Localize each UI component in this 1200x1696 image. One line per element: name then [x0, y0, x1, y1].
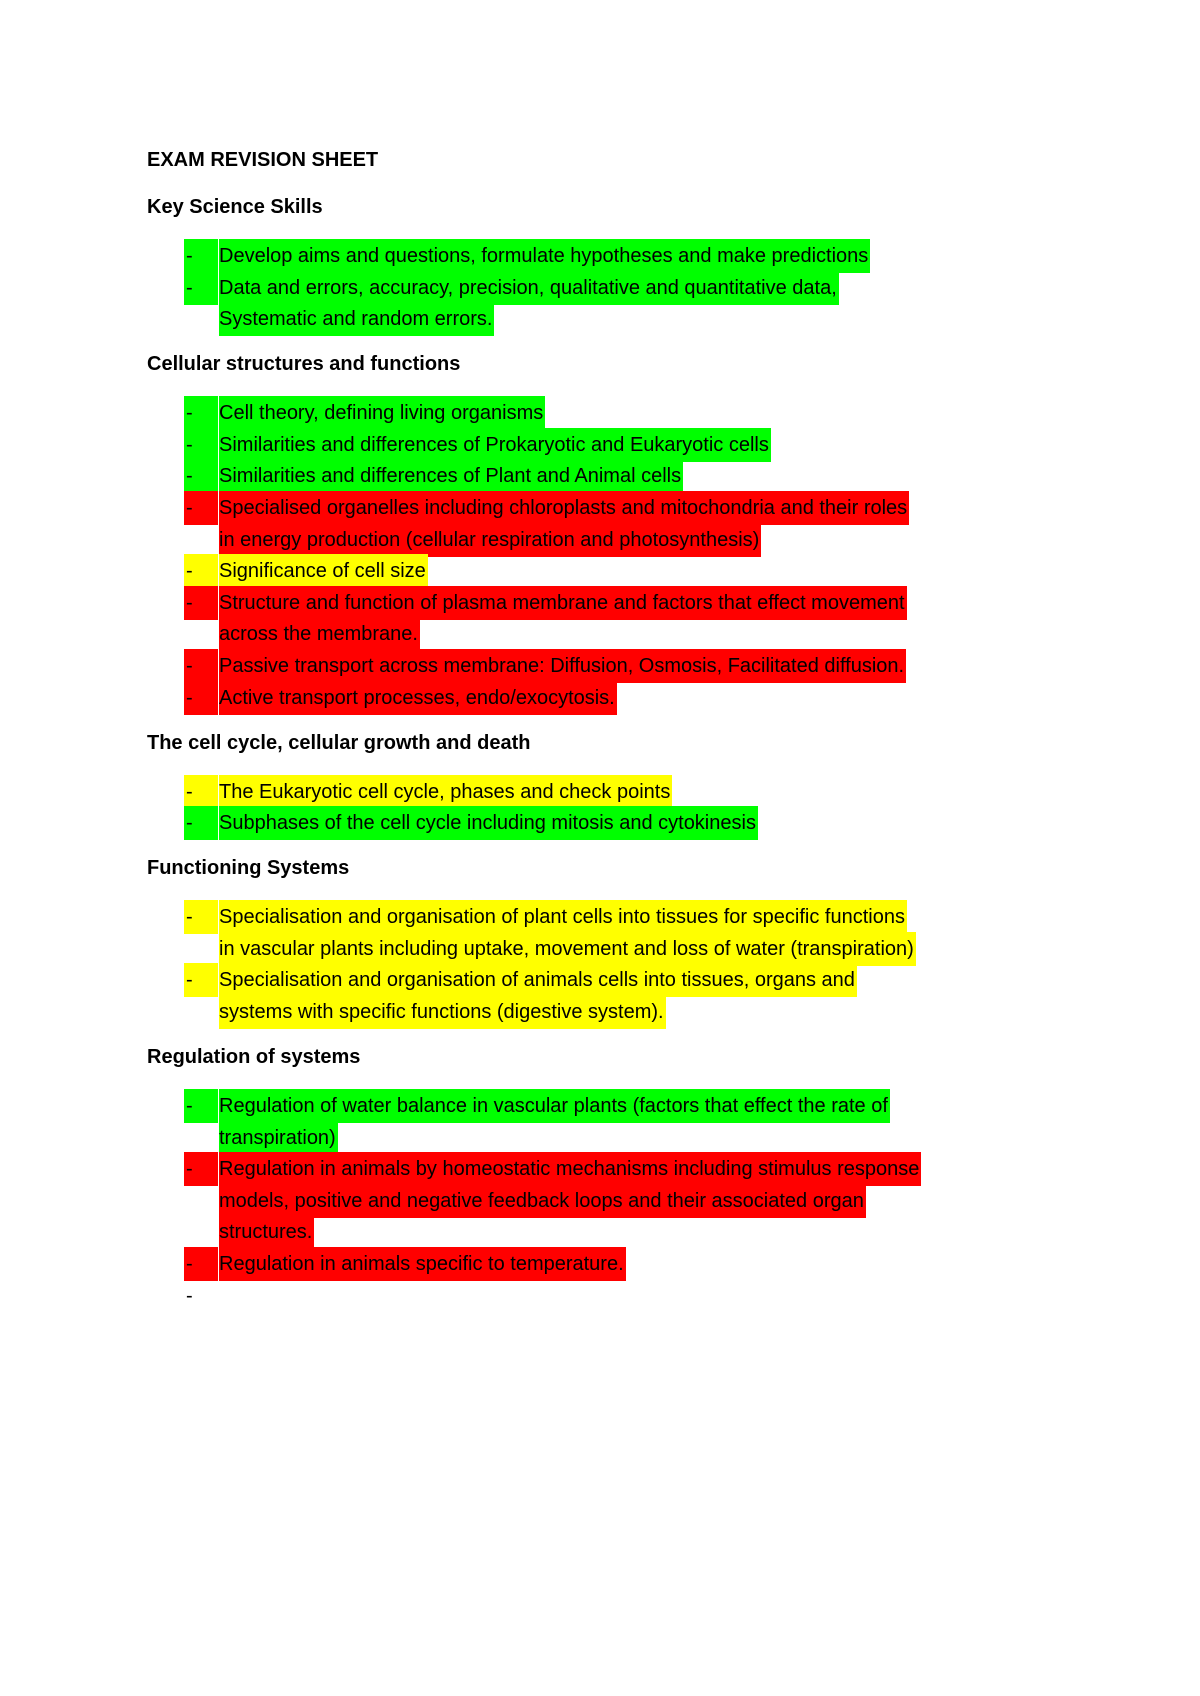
list-item-text: Similarities and differences of Prokaryotic and Eukaryotic cells — [219, 428, 771, 462]
bullet-dash: - — [184, 239, 218, 273]
section-heading: Functioning Systems — [147, 857, 350, 880]
list-item-text: Passive transport across membrane: Diffusion, Osmosis, Facilitated diffusion. — [219, 649, 906, 683]
list-item-text: in vascular plants including uptake, movement and loss of water (transpiration) — [219, 932, 916, 966]
list-item-text: transpiration) — [219, 1121, 338, 1155]
section-heading: Cellular structures and functions — [147, 353, 461, 376]
bullet-dash: - — [184, 459, 218, 493]
bullet-dash: - — [184, 900, 218, 934]
list-item-text: systems with specific functions (digestive system). — [219, 995, 666, 1029]
bullet-dash: - — [184, 649, 218, 683]
bullet-dash: - — [184, 963, 218, 997]
bullet-dash: - — [184, 1247, 218, 1281]
bullet-dash: - — [184, 554, 218, 588]
section-heading: Key Science Skills — [147, 196, 323, 218]
bullet-dash: - — [186, 1284, 193, 1307]
list-item-text: Structure and function of plasma membrane and factors that effect movement — [219, 586, 907, 620]
list-item-text: Cell theory, defining living organisms — [219, 396, 545, 430]
bullet-dash: - — [184, 775, 218, 809]
list-item-text: Specialisation and organisation of animals cells into tissues, organs and — [219, 963, 857, 997]
list-item-text: Develop aims and questions, formulate hypotheses and make predictions — [219, 239, 870, 273]
list-item-text: Active transport processes, endo/exocytosis. — [219, 681, 617, 715]
list-item-text: Subphases of the cell cycle including mitosis and cytokinesis — [219, 806, 758, 840]
bullet-dash: - — [184, 1152, 218, 1186]
list-item-text: models, positive and negative feedback loops and their associated organ — [219, 1184, 866, 1218]
bullet-dash: - — [184, 681, 218, 715]
list-item-text: Similarities and differences of Plant and Animal cells — [219, 459, 683, 493]
list-item-text: across the membrane. — [219, 617, 420, 651]
bullet-dash: - — [184, 271, 218, 305]
section-heading: Regulation of systems — [147, 1046, 361, 1068]
bullet-dash: - — [184, 491, 218, 525]
page-title: EXAM REVISION SHEET — [147, 149, 379, 171]
list-item-text: Systematic and random errors. — [219, 302, 494, 336]
bullet-dash: - — [184, 586, 218, 620]
list-item-text: Significance of cell size — [219, 554, 428, 588]
list-item-text: Specialisation and organisation of plant cells into tissues for specific functions — [219, 900, 907, 934]
section-heading: The cell cycle, cellular growth and death — [147, 731, 531, 754]
bullet-dash: - — [184, 1089, 218, 1123]
list-item-text: Specialised organelles including chloroplasts and mitochondria and their roles — [219, 491, 909, 525]
list-item-text: Regulation in animals specific to temperature. — [219, 1247, 626, 1281]
list-item-text: structures. — [219, 1215, 314, 1249]
bullet-dash: - — [184, 806, 218, 840]
list-item-text: in energy production (cellular respiration and photosynthesis) — [219, 523, 761, 557]
list-item-text: The Eukaryotic cell cycle, phases and check points — [219, 775, 672, 809]
bullet-dash: - — [184, 428, 218, 462]
bullet-dash: - — [184, 396, 218, 430]
list-item-text: Regulation of water balance in vascular plants (factors that effect the rate of — [219, 1089, 890, 1123]
list-item-text: Data and errors, accuracy, precision, qualitative and quantitative data, — [219, 271, 839, 305]
list-item-text: Regulation in animals by homeostatic mechanisms including stimulus response — [219, 1152, 921, 1186]
